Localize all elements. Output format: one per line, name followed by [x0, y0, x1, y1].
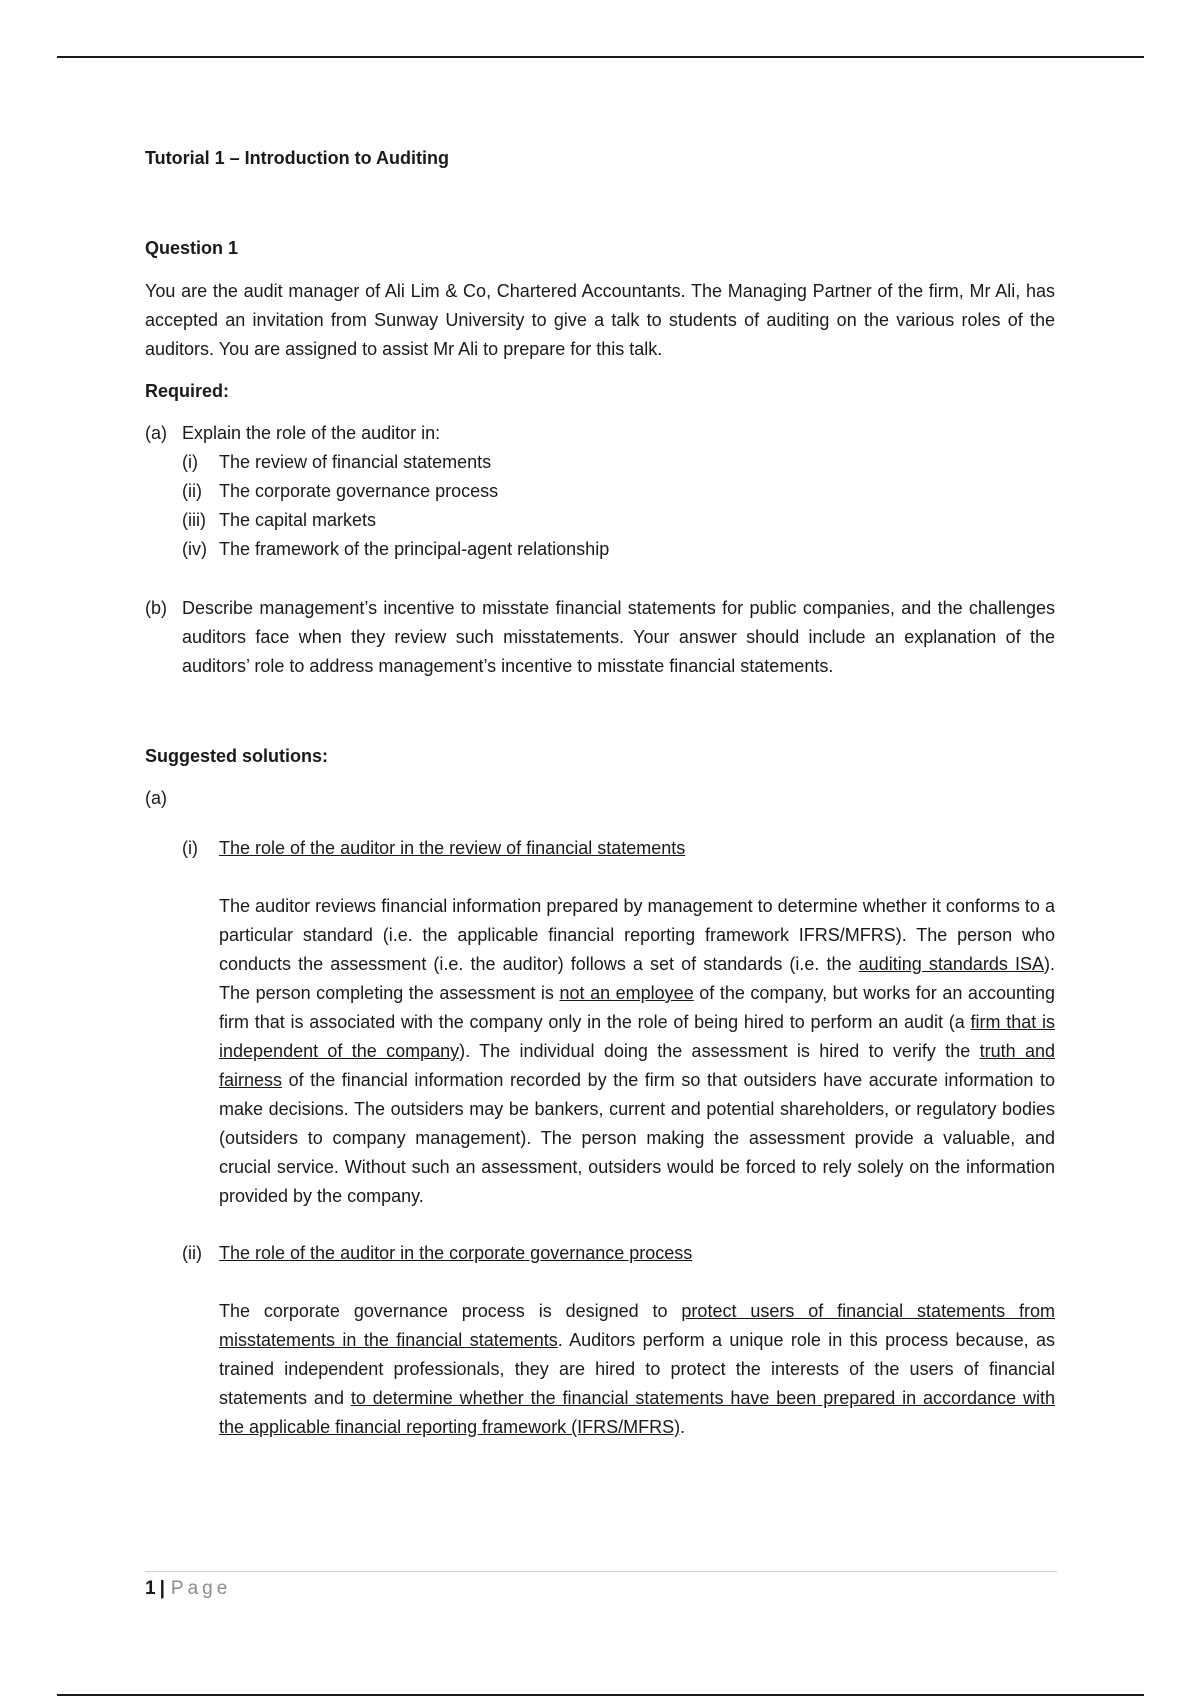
- part-a-label: (a): [145, 423, 167, 443]
- page-label: Page: [170, 1578, 232, 1599]
- body-text: The auditor reviews financial information prepared by management to determine whether it conforms to a particular standard (i.e. the applicable financial reporting framework IFRS/MFRS). The person who conducts the assessment (i.e. the auditor) follows a set of standards (i.e. the: [219, 896, 1055, 974]
- solutions-heading: Suggested solutions:: [145, 746, 329, 766]
- body-text: . Auditors perform a unique role in this process because, as trained independent professionals, they are hired to protect the interests of the users of financial statements and: [219, 1330, 1055, 1408]
- underlined-text: truth and fairness: [219, 1041, 1055, 1090]
- question-heading: Question 1: [145, 238, 239, 258]
- underlined-text: to determine whether the financial statements have been prepared in accordance with the applicable financial reporting framework (IFRS/MFRS): [219, 1388, 1055, 1437]
- underlined-text: not an employee: [559, 983, 694, 1003]
- list-item-label: (i): [182, 452, 198, 472]
- list-item-label: (iv): [182, 539, 207, 559]
- solution-ii-heading: [145, 1239, 1055, 1268]
- document-page: [145, 135, 1055, 1442]
- underlined-text: protect users of financial statements from misstatements in the financial statements: [219, 1301, 1055, 1350]
- body-text: of the financial information recorded by the firm so that outsiders have accurate information to make decisions. The outsiders may be bankers, current and potential shareholders, or regulatory bodies (outsiders to company management). The person making the assessment provide a valuable, and crucial service. Without such an assessment, outsiders would be forced to rely solely on the information provided by the company.: [219, 1070, 1055, 1206]
- header-rule: [57, 56, 1144, 58]
- body-text: ). The person completing the assessment is: [219, 954, 1055, 1003]
- list-item-text: The capital markets: [219, 510, 377, 530]
- solution-i-label: (i): [182, 838, 198, 858]
- question-scenario: You are the audit manager of Ali Lim & Co, Chartered Accountants. The Managing Partner of the firm, Mr Ali, has accepted an invitation from Sunway University to give a talk to students of auditing on the various roles of the auditors. You are assigned to assist Mr Ali to prepare for this talk.: [145, 281, 1055, 359]
- document-title: Tutorial 1 – Introduction to Auditing: [145, 148, 449, 168]
- list-item: [182, 506, 1055, 535]
- page-number: 1: [145, 1578, 156, 1599]
- list-item-label: (iii): [182, 510, 206, 530]
- list-item-text: The review of financial statements: [219, 452, 492, 472]
- underlined-text: auditing standards ISA: [858, 954, 1044, 974]
- bottom-rule: [57, 1694, 1144, 1696]
- part-b-label: (b): [145, 598, 167, 618]
- solution-part-a-label: (a): [145, 788, 167, 808]
- solution-i-body: [219, 892, 1055, 1211]
- list-item-text: The framework of the principal-agent relationship: [219, 539, 610, 559]
- body-text: of the company, but works for an accounting firm that is associated with the company only in the role of being hired to perform an audit (a: [219, 983, 1055, 1032]
- list-item: [182, 535, 1055, 564]
- body-text: .: [680, 1417, 686, 1437]
- question-part-b: [145, 594, 1055, 681]
- solution-i-title: The role of the auditor in the review of financial statements: [219, 838, 686, 858]
- list-item: [182, 477, 1055, 506]
- solution-ii-body: [219, 1297, 1055, 1442]
- solution-i-heading: [145, 834, 1055, 863]
- list-item: [182, 448, 1055, 477]
- body-text: The corporate governance process is designed to: [219, 1301, 682, 1321]
- list-item-label: (ii): [182, 481, 202, 501]
- part-a-text: Explain the role of the auditor in:: [182, 423, 441, 443]
- required-label: Required:: [145, 381, 230, 401]
- list-item-text: The corporate governance process: [219, 481, 499, 501]
- part-b-text: Describe management’s incentive to misstate financial statements for public companies, and the challenges auditors face when they review such misstatements. Your answer should include an explanation of the auditors’ role to address management’s incentive to misstate financial statements.: [182, 598, 1055, 676]
- solution-ii-label: (ii): [182, 1243, 202, 1263]
- page-footer: [145, 1578, 231, 1600]
- solution-ii-title: The role of the auditor in the corporate governance process: [219, 1243, 693, 1263]
- page-separator: |: [159, 1578, 165, 1599]
- underlined-text: firm that is independent of the company: [219, 1012, 1055, 1061]
- footer-rule: [145, 1571, 1057, 1572]
- body-text: ). The individual doing the assessment is hired to verify the: [459, 1041, 980, 1061]
- question-part-a: [145, 419, 1055, 564]
